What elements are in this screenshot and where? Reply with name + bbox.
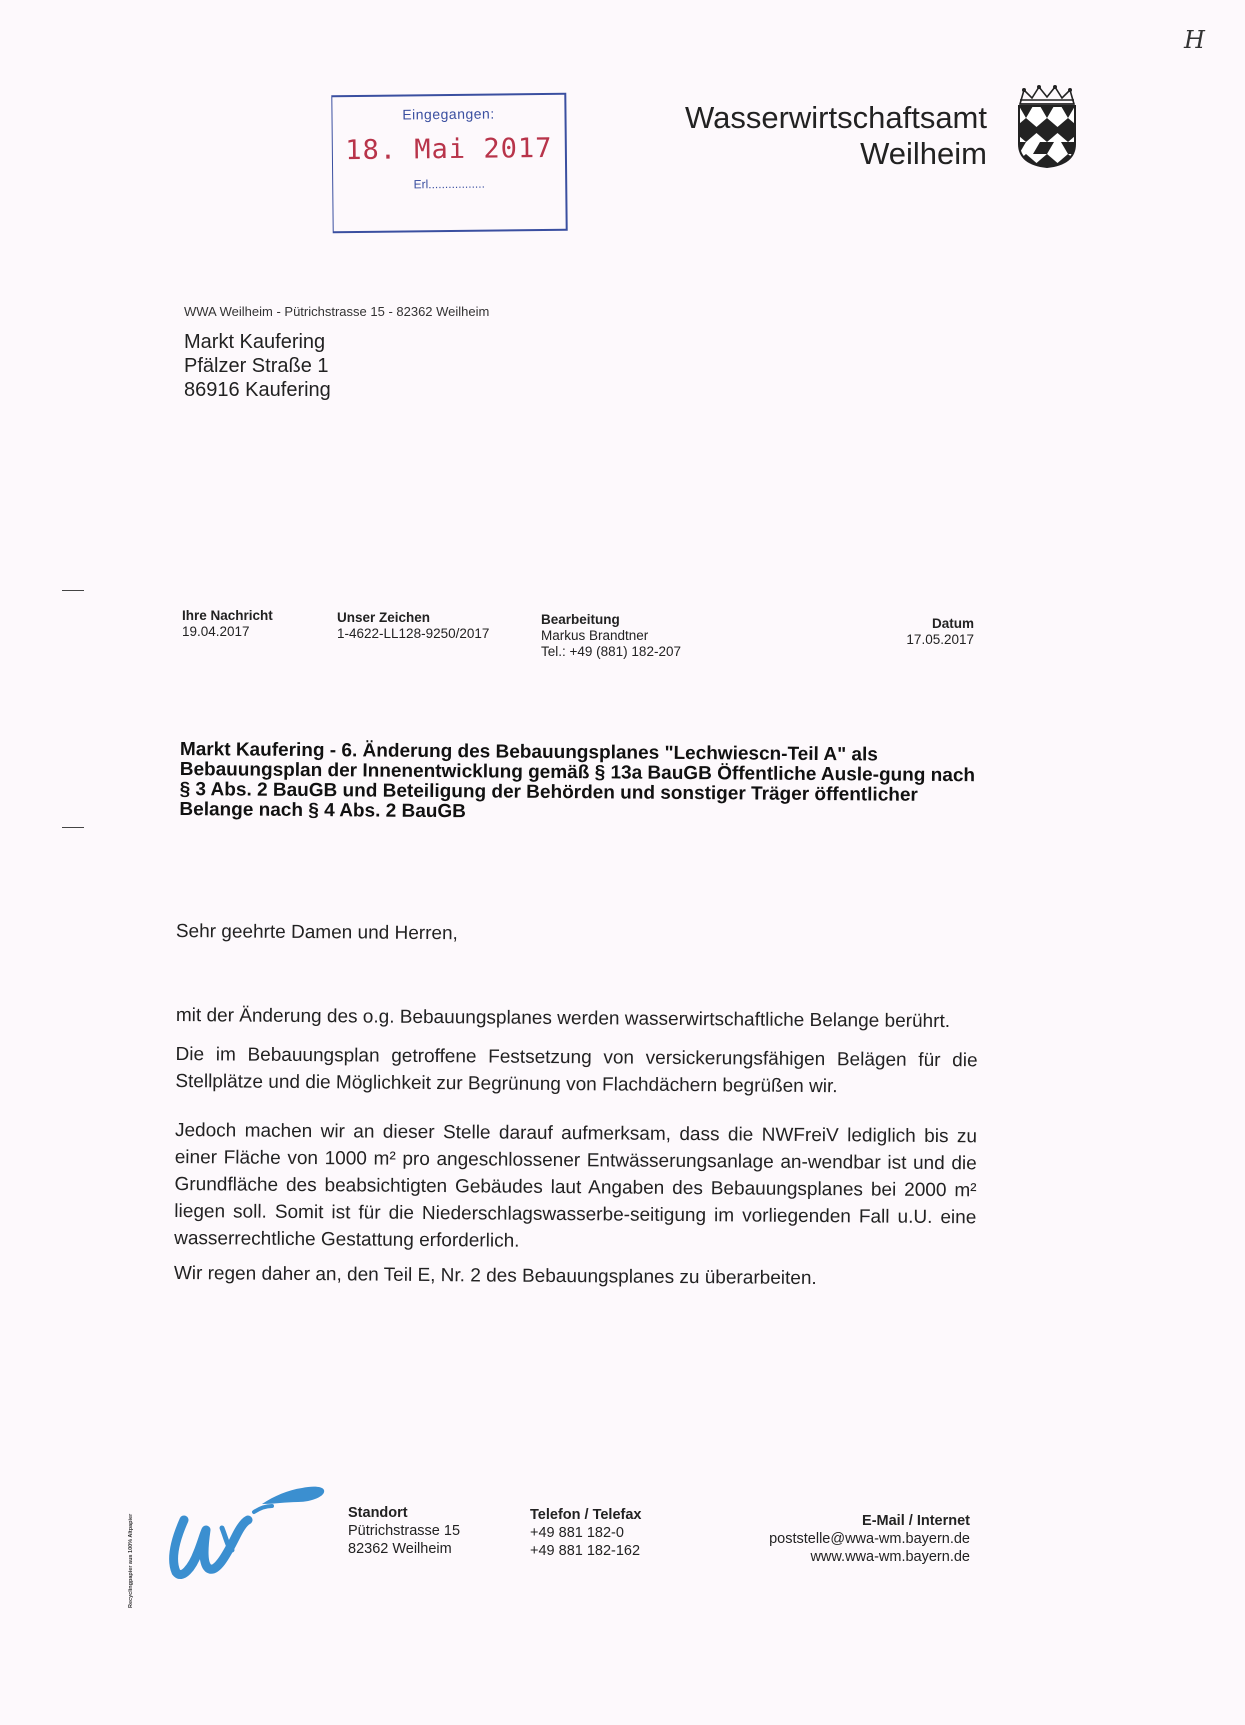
office-name-line2: Weilheim [860,136,987,171]
ref-unser-zeichen-value: 1-4622-LL128-9250/2017 [337,626,490,641]
footer-standort-label: Standort [348,1505,408,1521]
ref-ihre-nachricht [182,608,273,640]
footer-telefon [530,1506,641,1560]
footer-standort-street: Pütrichstrasse 15 [348,1523,461,1539]
footer-standort-city: 82362 Weilheim [348,1541,452,1557]
recycling-paper-note [128,1488,148,1608]
footer-standort [348,1504,460,1558]
footer-telefon-value: +49 881 182-0 [530,1525,624,1541]
ref-bearbeitung-label: Bearbeitung [541,612,620,627]
body-paragraph: Wir regen daher an, den Teil E, Nr. 2 des Bebauungsplanes zu überarbeiten. [173,1262,817,1290]
receipt-stamp [331,93,567,233]
ref-datum-value: 17.05.2017 [906,632,974,647]
ref-unser-zeichen-label: Unser Zeichen [337,610,431,625]
coat-of-arms-icon [1016,84,1078,168]
ref-datum [840,616,974,648]
footer-web-link[interactable]: www.wwa-wm.bayern.de [810,1549,970,1565]
office-name [587,100,987,172]
footer-telefon-label: Telefon / Telefax [530,1507,642,1523]
footer-email-label: E-Mail / Internet [862,1513,970,1529]
footer-telefax-value: +49 881 182-162 [530,1543,641,1559]
stamp-date: 18. Mai 2017 [345,132,553,167]
wwa-logo-icon [162,1478,332,1588]
handwritten-note: H [1184,26,1205,54]
recipient-address [184,330,331,402]
footer-email-link[interactable]: poststelle@wwa-wm.bayern.de [769,1531,970,1547]
body-paragraph: Die im Bebauungsplan getroffene Festsetzung von versickerungsfähigen Belägen für die Stellplätze und die Möglichkeit zur Begrünung von Flachdächern begrüßen wir. [175,1043,978,1098]
letter-body [174,1002,978,1303]
ref-bearbeitung-tel: Tel.: +49 (881) 182-207 [541,644,681,659]
office-name-line1: Wasserwirtschaftsamt [684,100,987,135]
recycling-paper-note-text: Recyclingpapier aus 100% Altpapier [128,1513,134,1608]
stamp-title: Eingegangen: [402,105,495,123]
letter-subject: Markt Kaufering - 6. Änderung des Bebauungsplanes "Lechwiescn-Teil A" als Bebauungsplan der Innenentwicklung gemäß § 13a BauGB Öffentliche Ausle-gung nach § 3 Abs. 2 BauGB und Beteiligung der Behörden und sonstiger Träger öffentlicher Belange nach § 4 Abs. 2 BauGB [179,739,976,823]
recipient-city: 86916 Kaufering [184,379,331,401]
footer-contact [712,1512,970,1566]
ref-ihre-nachricht-value: 19.04.2017 [182,624,250,639]
body-paragraph: Jedoch machen wir an dieser Stelle darauf aufmerksam, dass die NWFreiV lediglich bis zu einer Fläche von 1000 m² pro angeschlossener Entwässerungsanlage an-wendbar ist und die Grundfläche des beabsichtigten Gebäudes laut Angaben des Bebauungsplanes bei 2000 m² liegen soll. Somit ist für die Niederschlagswasserbe-seitigung im vorliegenden Fall u.U. eine wasserrechtliche Gestattung erforderlich. [174,1119,978,1252]
ref-datum-label: Datum [931,616,974,631]
recipient-street: Pfälzer Straße 1 [184,355,329,377]
ref-bearbeitung [541,612,681,660]
ref-ihre-nachricht-label: Ihre Nachricht [182,608,273,623]
fold-mark-punch [62,827,84,828]
recipient-name: Markt Kaufering [184,331,326,353]
body-paragraph: mit der Änderung des o.g. Bebauungsplanes werden wasserwirtschaftliche Belange berührt. [175,1004,951,1033]
salutation: Sehr geehrte Damen und Herren, [175,920,458,945]
fold-mark-top [62,590,84,591]
sender-address-line: WWA Weilheim - Pütrichstrasse 15 - 82362 Weilheim [184,304,490,319]
stamp-erl: Erl................. [413,176,485,192]
ref-unser-zeichen [337,610,489,642]
ref-bearbeitung-name: Markus Brandtner [541,628,649,643]
